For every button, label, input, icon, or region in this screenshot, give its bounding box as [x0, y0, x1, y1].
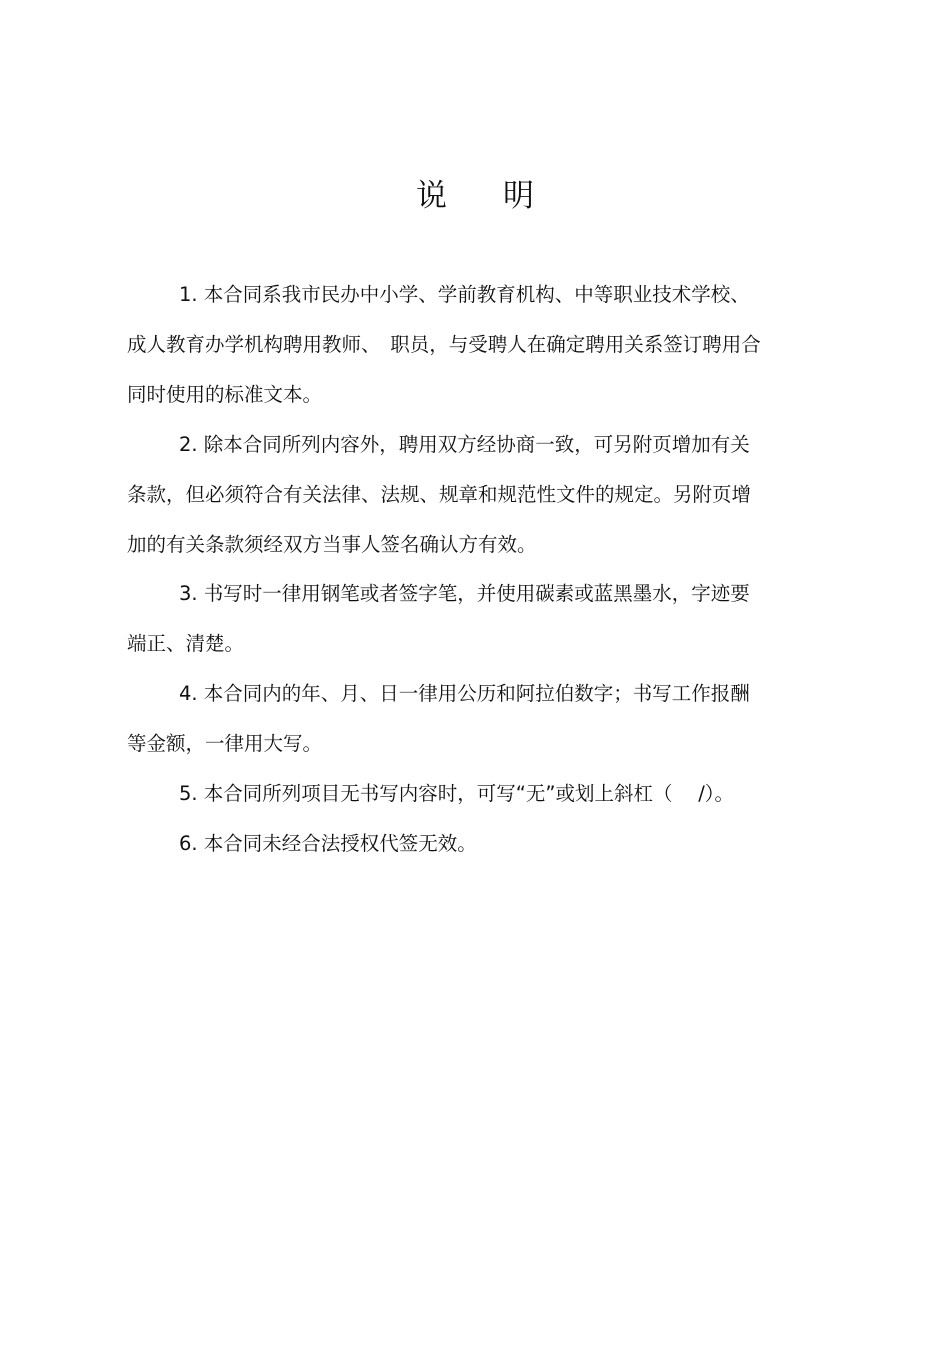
paragraph-line: 3. 书写时一律用钢笔或者签字笔，并使用碳素或蓝黑墨水，字迹要: [179, 582, 750, 605]
paragraph-line: 加的有关条款须经双方当事人签名确认方有效。: [127, 533, 537, 556]
paragraph-4: [127, 669, 827, 769]
paragraph-5: [127, 769, 827, 819]
paragraph-3: [127, 569, 827, 669]
paragraph-line: 成人教育办学机构聘用教师、 职员，与受聘人在确定聘用关系签订聘用合: [127, 333, 761, 356]
paragraph-line: 5. 本合同所列项目无书写内容时，可写“无”或划上斜杠（ /）。: [179, 782, 735, 805]
page-title: 说明: [416, 178, 590, 214]
paragraph-1: [127, 270, 827, 420]
paragraph-line: 6. 本合同未经合法授权代签无效。: [179, 832, 477, 855]
paragraph-2: [127, 420, 827, 570]
paragraph-6: [127, 819, 827, 869]
paragraph-line: 2. 除本合同所列内容外，聘用双方经协商一致，可另附页增加有关: [179, 433, 750, 456]
paragraph-line: 端正、清楚。: [127, 632, 245, 655]
paragraph-line: 1. 本合同系我市民办中小学、学前教育机构、中等职业技术学校、: [179, 283, 750, 306]
paragraph-line: 等金额，一律用大写。: [127, 732, 323, 755]
paragraph-line: 4. 本合同内的年、月、日一律用公历和阿拉伯数字；书写工作报酬: [179, 682, 750, 705]
paragraph-line: 条款，但必须符合有关法律、法规、规章和规范性文件的规定。另附页增: [127, 483, 752, 506]
paragraph-line: 同时使用的标准文本。: [127, 383, 323, 406]
